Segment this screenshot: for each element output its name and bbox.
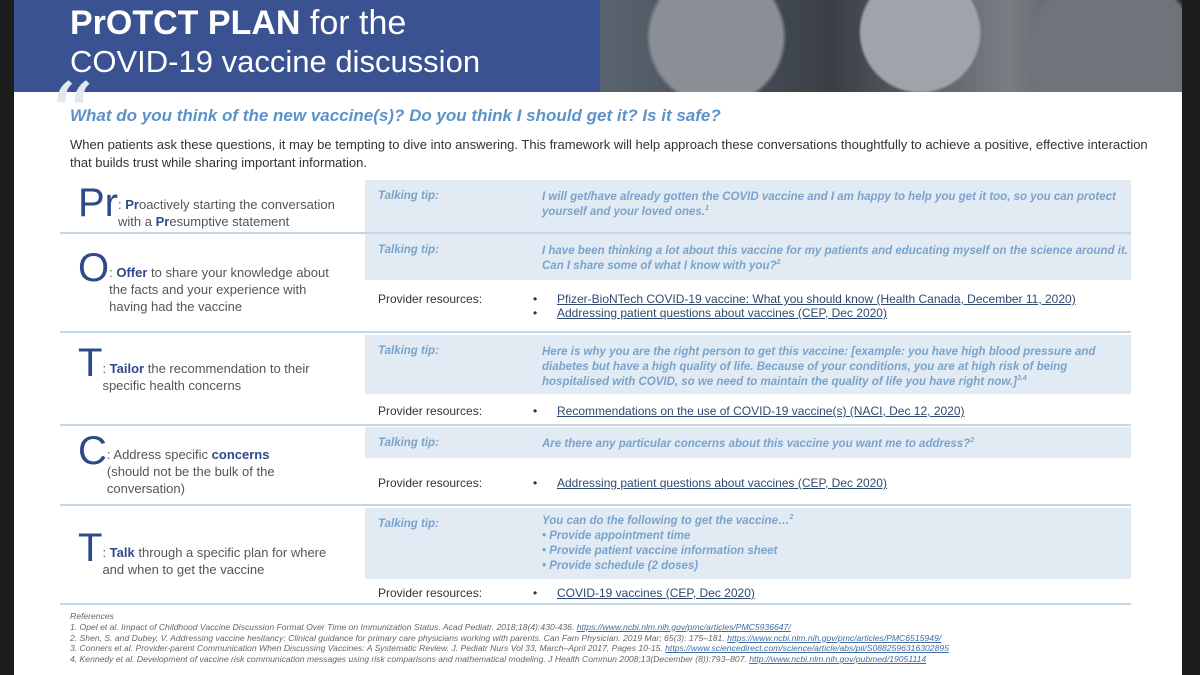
step-letter: O [78, 246, 110, 290]
talking-tip-text [542, 514, 1128, 574]
title-bold: PrOTCT PLAN [70, 4, 301, 42]
resource-link[interactable]: Recommendations on the use of COVID-19 vaccine(s) (NACI, Dec 12, 2020) [557, 404, 965, 418]
step-t-tailor [60, 335, 1131, 426]
t: to share your knowledge about the facts and your experience with having had the vaccine [109, 265, 329, 314]
resource-link[interactable]: Pfizer-BioNTech COVID-19 vaccine: What you should know (Health Canada, December 11, 2020) [557, 292, 1076, 306]
document-page [14, 0, 1182, 675]
t: the recommendation to their specific health concerns [102, 361, 310, 393]
t: Address specific [113, 447, 212, 462]
reference-item [70, 654, 949, 665]
t: 1. Opel et al. Impact of Childhood Vaccine Discussion Format Over Time on Immunization Status. Acad Pediatr. 2018;18(4):430-436. [70, 621, 577, 632]
header-banner [14, 0, 600, 92]
step-heading [78, 528, 332, 578]
talking-tip-box [365, 508, 1131, 579]
step-description: : Address specific concerns (should not be the bulk of the conversation) [106, 447, 275, 496]
resources-label: Provider resources: [378, 476, 483, 490]
talking-tip-text [542, 244, 1128, 274]
resources-label: Provider resources: [378, 586, 483, 600]
bold: Pr [125, 197, 139, 212]
step-heading [78, 248, 339, 315]
bold: Pr [155, 214, 170, 229]
talking-tip-label: Talking tip: [378, 244, 439, 256]
resource-link[interactable]: Addressing patient questions about vaccines (CEP, Dec 2020) [557, 306, 887, 320]
t: I have been thinking a lot about this vaccine for my patients and educating myself on the science around it. Can I share some of what I know with you? [542, 245, 1128, 272]
step-letter: C [78, 429, 107, 473]
patient-question: What do you think of the new vaccine(s)? Do you think I should get it? Is it safe? [70, 106, 721, 125]
t: 3. Conners et al. Provider-parent Communication When Discussing Vaccines: A Systematic Review. J. Pediatr Nurs Vol 33, March–April 2017, Pages 10-15. [70, 643, 666, 654]
reference-item [70, 643, 949, 654]
tip-item: • Provide schedule (2 doses) [542, 560, 699, 572]
reference-item [70, 633, 949, 644]
title [70, 4, 406, 43]
t: You can do the following to get the vaccine… [542, 515, 790, 527]
resource-link[interactable]: Addressing patient questions about vaccines (CEP, Dec 2020) [557, 476, 887, 490]
citation: 1 [704, 205, 709, 213]
resource-link[interactable]: COVID-19 vaccines (CEP, Dec 2020) [557, 586, 755, 600]
talking-tip-text [542, 437, 1128, 452]
step-description: : Tailor the recommendation to their specific health concerns [102, 361, 310, 393]
citation: 2 [776, 259, 781, 267]
step-c [60, 427, 1131, 506]
step-heading [78, 431, 307, 497]
step-description: : Offer to share your knowledge about the facts and your experience with having had the vaccine [109, 265, 329, 314]
bold: Offer [116, 265, 148, 280]
talking-tip-box [365, 234, 1131, 280]
subtitle: COVID-19 vaccine discussion [70, 44, 481, 79]
resources-label: Provider resources: [378, 404, 483, 418]
talking-tip-label: Talking tip: [378, 518, 439, 530]
references-title: References [70, 611, 114, 621]
quote-mark-icon: “ [48, 64, 95, 169]
bold: concerns [211, 447, 270, 462]
t: with a [118, 214, 156, 229]
t: oactively starting the conversation [138, 197, 335, 212]
tip-item: • Provide appointment time [542, 530, 691, 542]
reference-link[interactable]: https://www.ncbi.nlm.nih.gov/pmc/articles/PMC6515949/ [727, 632, 942, 643]
t: I will get/have already gotten the COVID vaccine and I am happy to help you get it too, so you can protect yourself and your loved ones. [542, 191, 1116, 218]
talking-tip-box [365, 335, 1131, 394]
virus-image [600, 0, 1182, 92]
reference-item [70, 622, 949, 633]
step-heading [78, 183, 354, 230]
reference-link[interactable]: https://www.ncbi.nlm.nih.gov/pmc/articles/PMC5936647/ [576, 621, 791, 632]
t: esumptive statement [169, 214, 290, 229]
talking-tip-label: Talking tip: [378, 437, 439, 449]
bold: Talk [109, 545, 135, 560]
bold: Tailor [109, 361, 145, 376]
citation: 3,4 [1016, 375, 1027, 383]
t: 4. Kennedy et al. Development of vaccine risk communication messages using risk comparisons and mathematical modeling. J Health Commun 2008;13(December (8)):793–807. [70, 654, 750, 665]
t: Are there any particular concerns about this vaccine you want me to address? [542, 438, 971, 450]
citation: 2 [970, 437, 975, 445]
reference-link[interactable]: https://www.sciencedirect.com/science/article/abs/pii/S0882596316302895 [665, 643, 949, 654]
step-t-talk [60, 508, 1131, 605]
step-pr [60, 180, 1131, 234]
references [70, 611, 949, 665]
talking-tip-box [365, 180, 1131, 232]
intro-text: When patients ask these questions, it may be tempting to dive into answering. This framework will help approach these conversations thoughtfully to achieve a positive, effective interaction that builds trust while sharing important information. [70, 137, 1148, 170]
step-description: : Proactively starting the conversation with a Presumptive statement [118, 197, 335, 229]
step-heading [78, 343, 332, 394]
step-description: : Talk through a specific plan for where and when to get the vaccine [102, 545, 327, 577]
talking-tip-box [365, 427, 1131, 458]
talking-tip-label: Talking tip: [378, 345, 439, 357]
citation: 2 [789, 514, 794, 522]
talking-tip-text [542, 345, 1128, 390]
t: 2. Shen, S. and Dubey, V. Addressing vaccine hesitancy: Clinical guidance for primary care physicians working with parents. Can Fam Physician. 2019 Mar; 65(3): 175–181. [70, 632, 728, 643]
step-letter: T [78, 341, 103, 385]
talking-tip-label: Talking tip: [378, 190, 439, 202]
tip-item: • Provide patient vaccine information sheet [542, 545, 778, 557]
step-o [60, 234, 1131, 333]
title-rest: for the [309, 4, 407, 42]
t: through a specific plan for where and when to get the vaccine [102, 545, 327, 577]
reference-link[interactable]: http://www.ncbi.nlm.nih.gov/pubmed/19051114 [749, 654, 927, 665]
step-letter: T [78, 526, 103, 570]
resources-label: Provider resources: [378, 292, 483, 306]
talking-tip-text [542, 190, 1128, 220]
t: (should not be the bulk of the conversation) [106, 464, 275, 496]
t: Here is why you are the right person to get this vaccine: [example: you have high blood pressure and diabetes but have a high quality of life. Because of your conditions, you are at high risk of being hospitalised with COVID, so we need to maintain the quality of life you have right now.] [542, 346, 1096, 388]
step-letter: Pr [78, 181, 118, 225]
